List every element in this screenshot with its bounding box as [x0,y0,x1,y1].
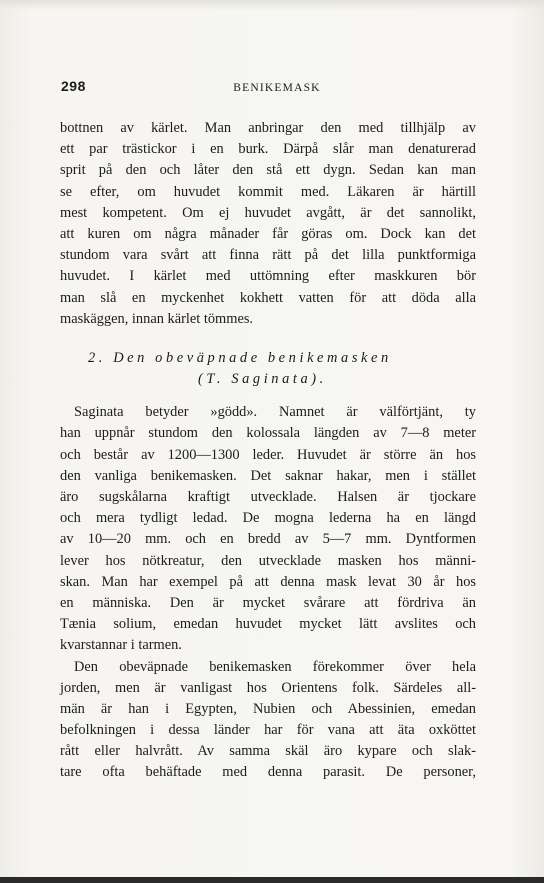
text-line: den vanliga benikemasken. Det saknar hakar, men i stället [60,467,476,484]
text-line: man slå en myckenhet kokhett vatten för att döda alla [60,289,476,306]
running-head: BENIKEMASK [233,82,321,94]
paragraph [60,657,476,784]
text-line: befolkningen i dessa länder har för vana att äta oxköttet [60,722,476,739]
text-line: män är han i Egypten, Nubien och Abessinien, emedan [60,700,476,717]
text-line: sprit på den och låter den stå ett dygn. Sedan kan man [60,162,476,179]
text-line: ett par trästickor i en burk. Därpå slår man denaturerad [60,141,476,158]
text-line: Tænia solium, emedan huvudet mycket lätt avslites och [60,616,476,633]
body-text [60,118,476,784]
page-number: 298 [61,78,86,94]
text-line: skan. Man har exempel på att denna mask levat 30 år hos [60,573,476,590]
text-line: och består av 1200—1300 leder. Huvudet är större än hos [60,446,476,463]
text-line: mest kompetent. Om ej huvudet avgått, är det sannolikt, [60,204,476,221]
section-heading-latin: (T. Saginata). [198,371,327,388]
text-line: att kuren om några månader får göras om. Dock kan det [60,225,476,242]
section-heading [60,348,476,390]
text-line: Den obeväpnade benikemasken förekommer över hela [74,658,476,675]
text-line: han uppnår stundom den kolossala längden av 7—8 meter [60,425,476,442]
page-top-edge [0,0,544,10]
text-line: en människa. Den är mycket svårare att fördriva än [60,594,476,611]
text-line: och mera tydligt ledad. De mogna lederna ha en längd [60,510,476,527]
text-line: huvudet. I kärlet med uttömning efter maskkuren bör [60,268,476,285]
text-line: kvarstannar i tarmen. [60,637,182,654]
text-line: stundom vara svårt att finna rätt på det lilla punktformiga [60,247,476,264]
text-line: lever hos nötkreatur, den utvecklade masken hos männi- [60,552,476,569]
text-line: jorden, men är vanligast hos Orientens folk. Särdeles all- [60,679,476,696]
section-heading-title: 2. Den obeväpnade benikemasken [88,349,392,366]
paragraph [60,402,476,656]
text-line: Saginata betyder »gödd». Namnet är välförtjänt, ty [74,404,476,421]
text-line: se efter, om huvudet kommit med. Läkaren är härtill [60,183,476,200]
text-line: av 10—20 mm. och en bredd av 5—7 mm. Dyntformen [60,531,476,548]
text-line: tare ofta behäftade med denna parasit. De personer, [60,764,476,781]
text-line: maskäggen, innan kärlet tömmes. [60,310,254,327]
text-line: äro sugskålarna kraftigt utvecklade. Halsen är tjockare [60,489,476,505]
paragraph-continuation [60,118,476,330]
page-bottom-edge [0,877,544,883]
text-line: bottnen av kärlet. Man anbringar den med tillhjälp av [60,120,476,136]
text-line: rått eller halvrått. Av samma skäl äro kypare och slak- [60,743,476,760]
